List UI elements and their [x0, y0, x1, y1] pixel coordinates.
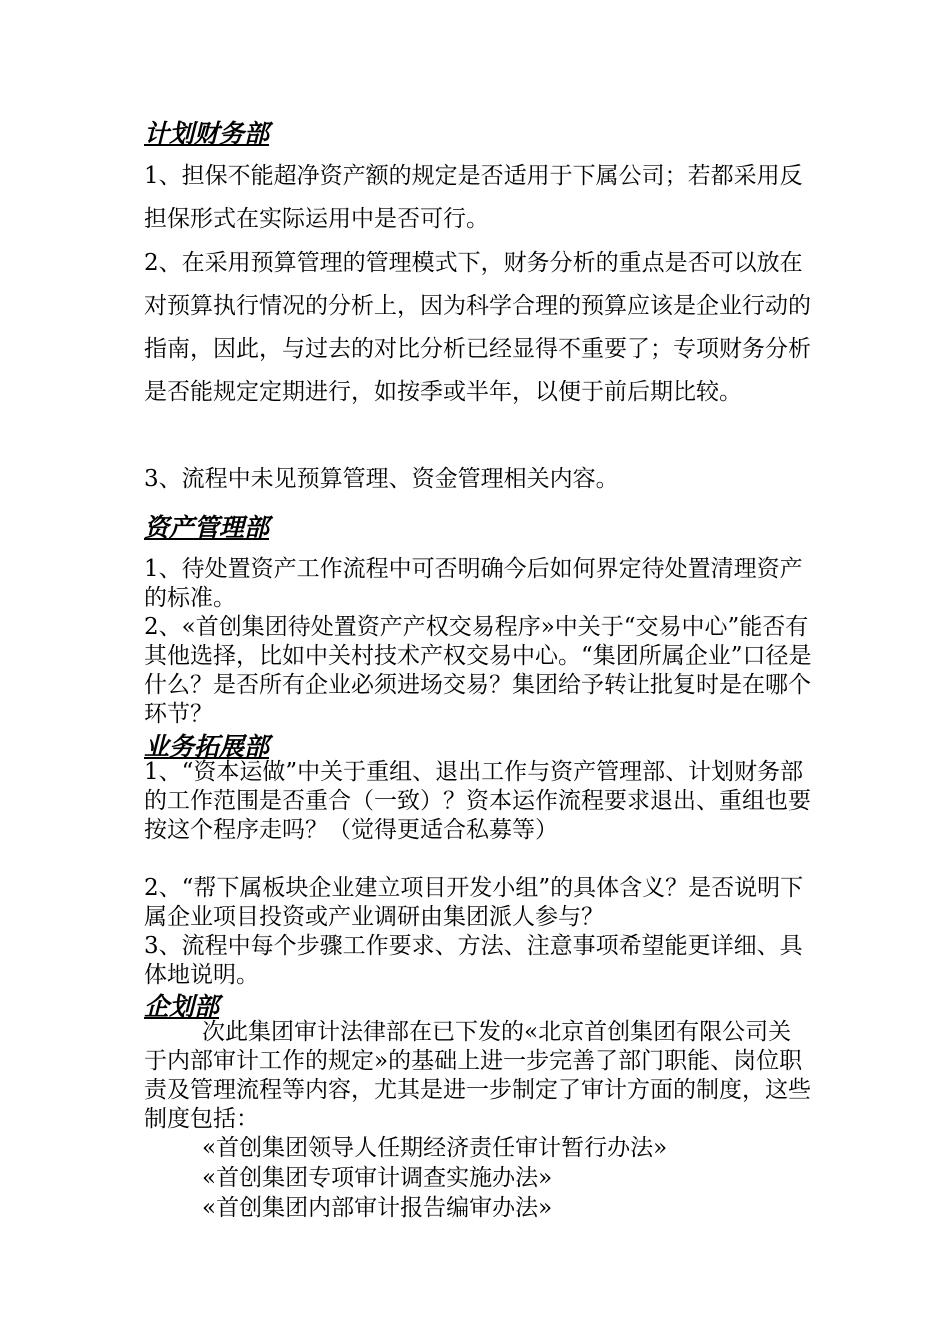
- business-item-3: 3、流程中每个步骤工作要求、方法、注意事项希望能更详细、具体地说明。: [144, 933, 803, 988]
- finance-item-3: 3、流程中未见预算管理、资金管理相关内容。: [144, 466, 619, 492]
- business-item-1: 1、“资本运做”中关于重组、退出工作与资产管理部、计划财务部的工作范围是否重合（一致）？资本运作流程要求退出、重组也要按这个程序走吗？（觉得更适合私募等）: [144, 759, 811, 843]
- planning-intro: 次此集团审计法律部在已下发的«北京首创集团有限公司关于内部审计工作的规定»的基础上进一步完善了部门职能、岗位职责及管理流程等内容，尤其是进一步制定了审计方面的制度，这些制度包括：: [144, 1019, 811, 1132]
- asset-item-2: 2、«首创集团待处置资产产权交易程序»中关于“交易中心”能否有其他选择，比如中关村技术产权交易中心。“集团所属企业”口径是什么？是否所有企业必须进场交易？集团给予转让批复时是在哪个环节？: [144, 614, 812, 727]
- finance-item-1: 1、担保不能超净资产额的规定是否适用于下属公司；若都采用反担保形式在实际运用中是否可行。: [144, 163, 803, 232]
- regulation-item-1: «首创集团领导人任期经济责任审计暂行办法»: [202, 1135, 668, 1161]
- section-heading-planning: 企划部: [144, 992, 220, 1021]
- section-heading-finance: 计划财务部: [144, 119, 270, 148]
- section-heading-asset: 资产管理部: [144, 513, 270, 542]
- business-item-2: 2、“帮下属板块企业建立项目开发小组”的具体含义？是否说明下属企业项目投资或产业调研由集团派人参与？: [144, 875, 804, 930]
- finance-item-2: 2、在采用预算管理的管理模式下，财务分析的重点是否可以放在对预算执行情况的分析上，因为科学合理的预算应该是企业行动的指南，因此，与过去的对比分析已经显得不重要了；专项财务分析是否能规定定期进行，如按季或半年，以便于前后期比较。: [144, 250, 811, 405]
- regulation-item-2: «首创集团专项审计调查实施办法»: [202, 1165, 553, 1191]
- asset-item-1: 1、待处置资产工作流程中可否明确今后如何界定待处置清理资产的标准。: [144, 556, 803, 611]
- section-heading-business: 业务拓展部: [144, 732, 270, 761]
- regulation-item-3: «首创集团内部审计报告编审办法»: [202, 1195, 553, 1221]
